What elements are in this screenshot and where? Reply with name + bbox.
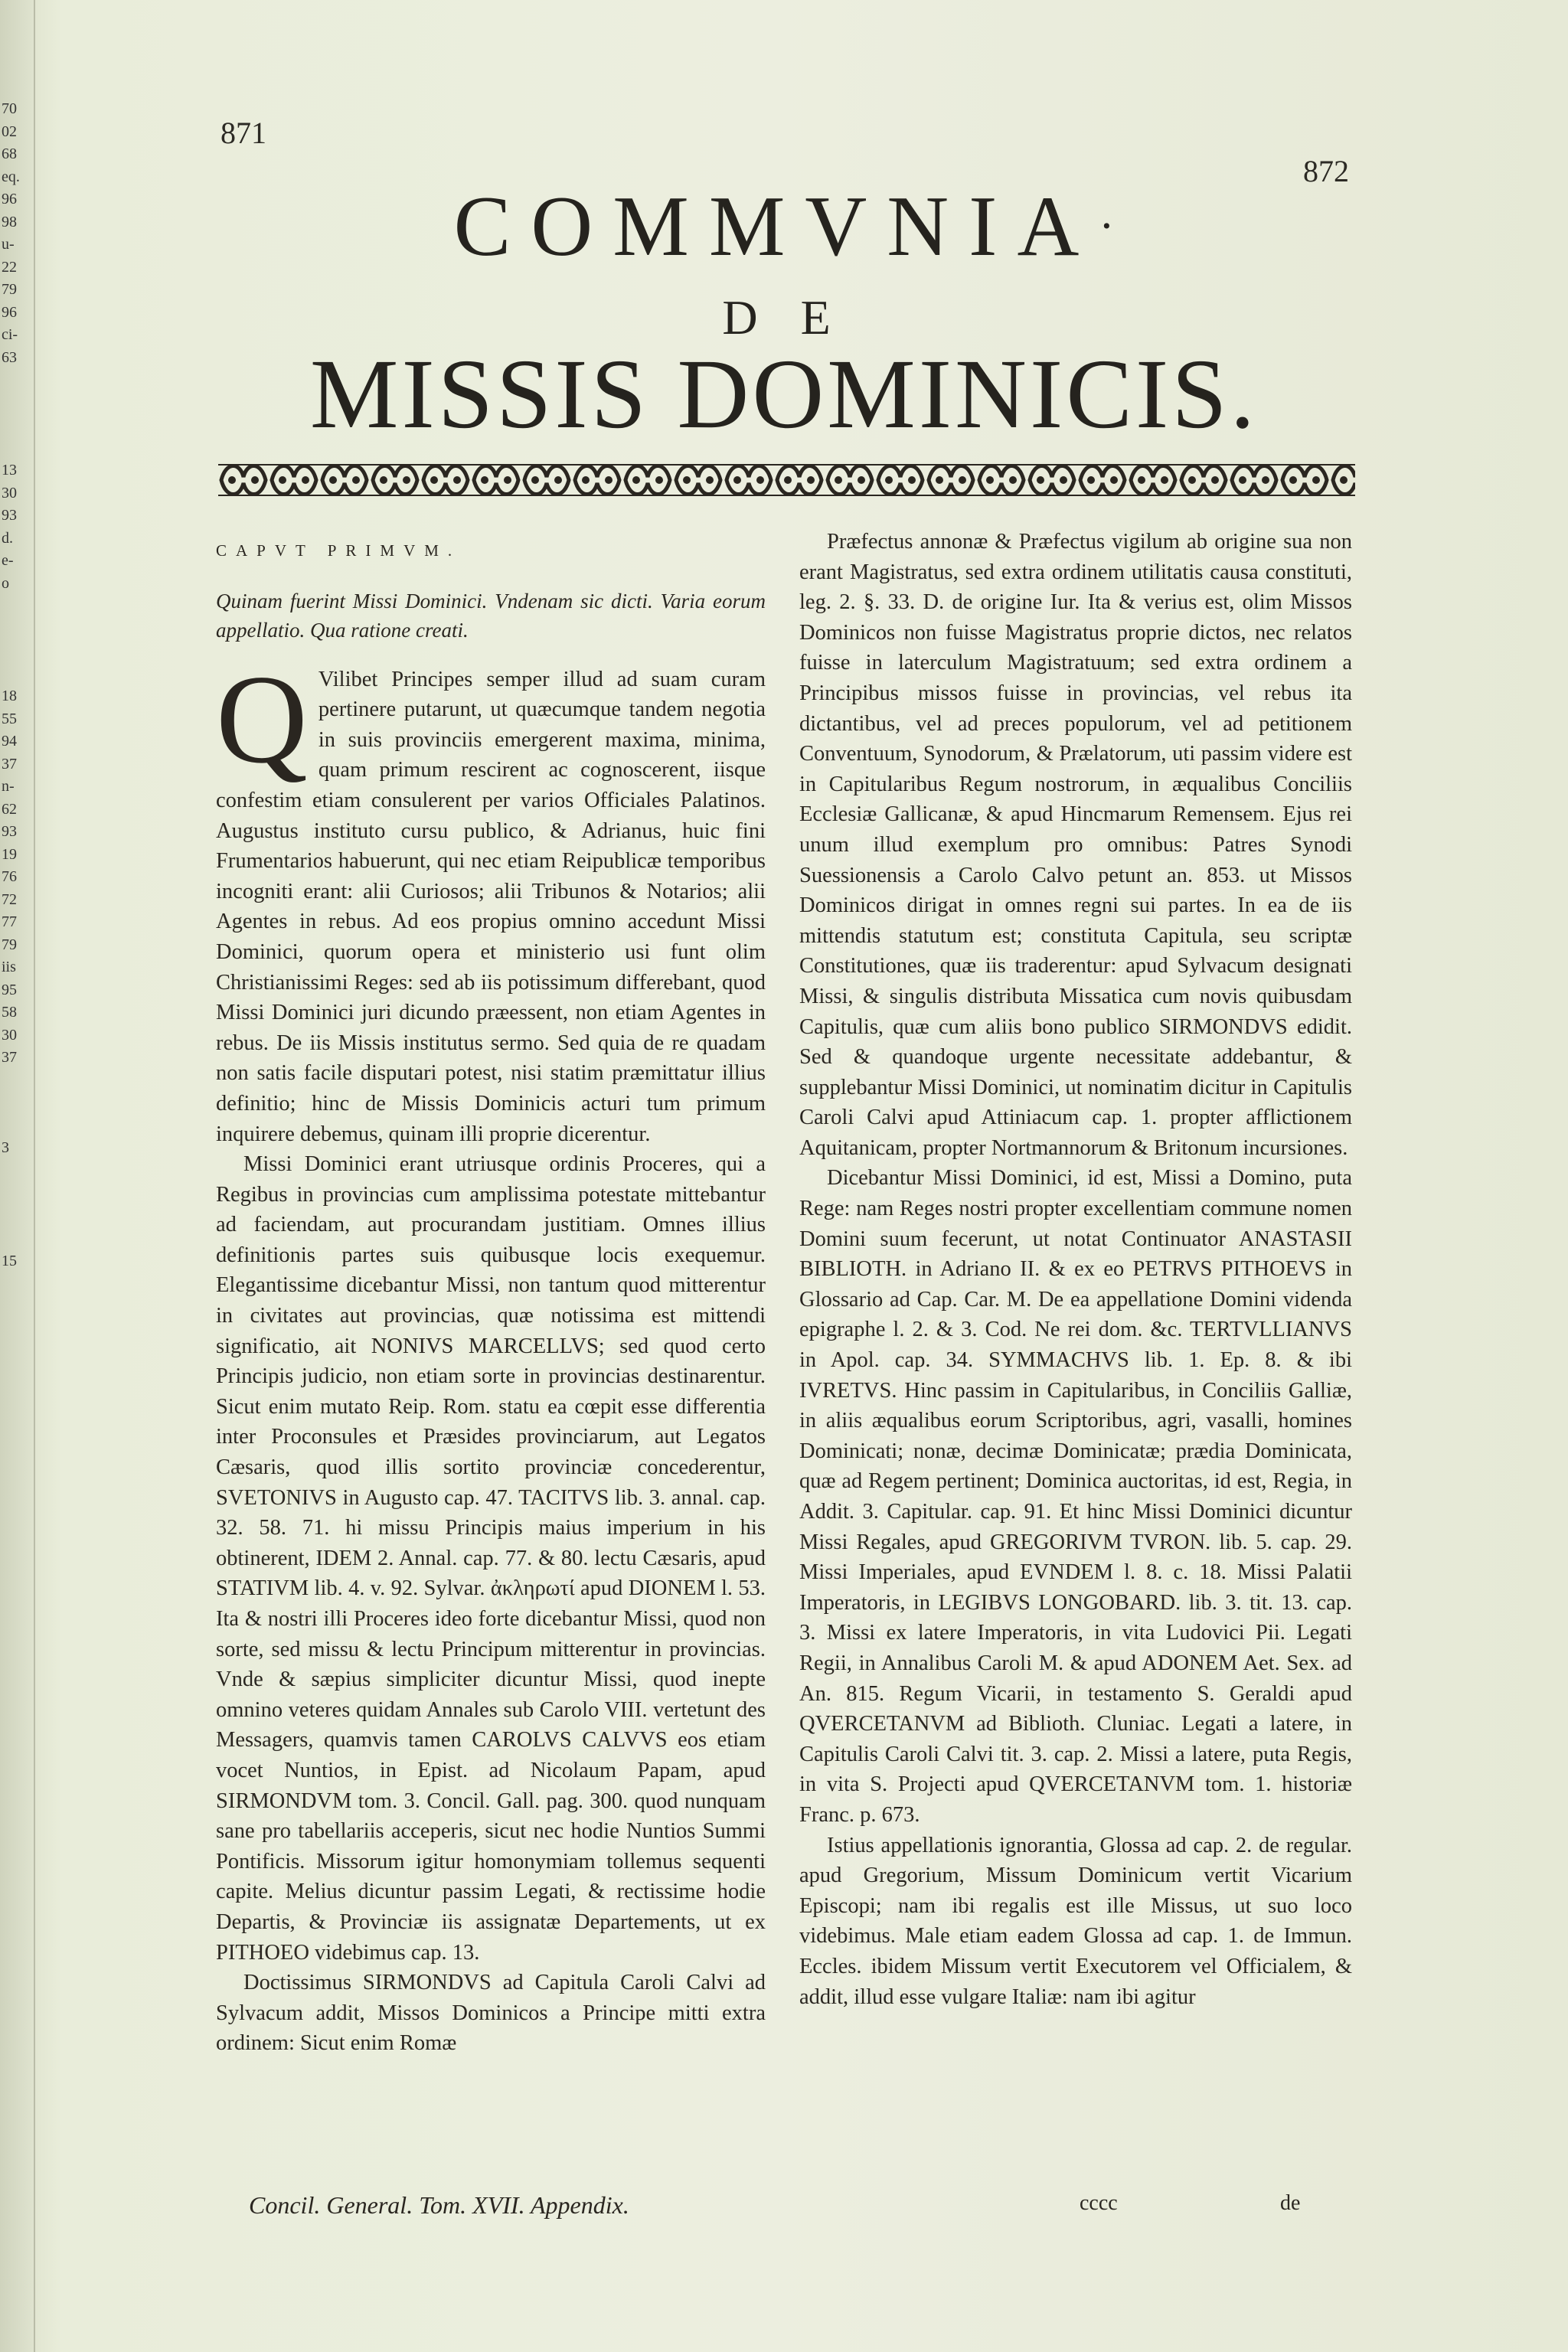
- drop-cap: Q: [216, 648, 308, 789]
- margin-fragment: 3: [2, 1139, 9, 1156]
- right-column: [799, 527, 1352, 2012]
- paragraph-2: Missi Dominici erant utriusque ordinis Proceres, qui a Regibus in provincias cum amplissima potestate mittebantur ad faciendam, aut procurandam justitiam. Omnes illius definitionis partes suis quibusque locis exequemur. Elegantissime dicebantur Missi, non tantum quod mitterentur in civitates aut provincias, quæ notissima est mittendi significatio, ait NONIVS MARCELLVS; sed quod certo Principis judicio, non etiam sorte in provincias destinarentur. Sicut enim mutato Reip. Rom. statu ea cœpit esse differentia inter Proconsules et Præsides provinciarum, aut Legatos Cæsaris, quod illis sortito provinciæ concederentur, SVETONIVS in Augusto cap. 47. TACITVS lib. 3. annal. cap. 32. 58. 71. hi missu Principis maius imperium in his obtinerent, IDEM 2. Annal. cap. 77. & 80. lectu Cæsaris, apud STATIVM lib. 4. v. 92. Sylvar. ἀκληρωτί apud DIONEM l. 53. Ita & nostri illi Proceres ideo forte dicebantur Missi, quod non sorte, sed missu & lectu Principum mitterentur in provincias. Vnde & sæpius simpliciter dicuntur Missi, quod inepte omnino veteres quidam Annales sub Carolo VIII. vertetunt des Messagers, quamvis tamen CAROLVS CALVVS eos etiam vocet Nuntios, in Epist. ad Nicolaum Papam, apud SIRMONDVM tom. 3. Concil. Gall. pag. 300. quod nunquam sane pro tabellariis acceperis, sicut nec hodie Nuntios Summi Pontificis. Missorum igitur homonymiam tollemus sequenti capite. Melius dicuntur passim Legati, & rectissime hodie Departis, & Provinciæ iis assignatæ Departements, ut ex PITHOEO videbimus cap. 13.: [216, 1152, 766, 1965]
- right-paragraph-1: Præfectus annonæ & Præfectus vigilum ab origine sua non erant Magistratus, sed extra ordinem utilitatis causa constituti, leg. 2. §. 33. D. de origine Iur. Ita & verius est, olim Missos Dominicos non fuisse Magistratus proprie dictos, nec relatos fuisse in laterculum Magistratuum; sed extra ordinem a Principibus missos fuisse in provincias, vel rebus ita dictantibus, vel ad preces populorum, vel ad petitionem Conventuum, Synodorum, & Prælatorum, uti passim videre est in Capitularibus Regum nostrorum, in æqualibus Conciliis Ecclesiæ Gallicanæ, & apud Hincmarum Remensem. Ejus rei unum illud exemplum pro omnibus: Patres Synodi Suessionensis a Carolo Calvo petunt an. 853. ut Missos Dominicos dirigat in omnes regni sui partes. In ea de iis mittendis statutum est; constituta Capitula, seu scriptæ Constitutiones, quæ iis traderentur: apud Sylvacum designati Missi, & singulis distributa Missatica cum novis quibusdam Capitulis, quæ cum aliis bono publico SIRMONDVS edidit. Sed & quandoque urgente necessitate addebantur, & supplebantur Missi Dominici, ut nominatim dicitur in Capitulis Caroli Calvi apud Attiniacum cap. 1. propter afflictionem Aquitanicam, propter Nortmannorum & Britonum incursiones.: [799, 530, 1352, 1160]
- margin-fragment: 30: [2, 1026, 17, 1044]
- margin-fragment: 94: [2, 733, 17, 750]
- margin-fragment: 63: [2, 348, 17, 366]
- title-line-1: [0, 178, 1568, 276]
- margin-fragment: 96: [2, 191, 17, 207]
- margin-fragment: e-: [2, 552, 14, 569]
- left-column: [216, 536, 766, 2059]
- margin-fragment: eq.: [2, 168, 20, 185]
- margin-fragment: u-: [2, 236, 15, 253]
- margin-fragment: o: [2, 574, 9, 592]
- chapter-heading: CAPVT PRIMVM.: [216, 541, 462, 560]
- margin-fragment: 70: [2, 100, 17, 117]
- signature-mark: cccc: [1080, 2191, 1118, 2215]
- margin-fragment: 55: [2, 710, 17, 727]
- margin-fragment: 18: [2, 688, 17, 704]
- margin-fragment: 72: [2, 890, 17, 908]
- right-paragraph-2: Dicebantur Missi Dominici, id est, Missi a Domino, puta Rege: nam Reges nostri propter excellentiam commune nomen Domini suum fecerunt, ut notat Continuator ANASTASII BIBLIOTH. in Adriano II. & ex eo PETRVS PITHOEVS in Glossario ad Cap. Car. M. De ea appellatione Domini videnda epigraphe l. 2. & 3. Cod. Ne rei dom. &c. TERTVLLIANVS in Apol. cap. 34. SYMMACHVS lib. 1. Ep. 8. & ibi IVRETVS. Hinc passim in Capitularibus, in Conciliis Galliæ, in aliis æqualibus eorum Scriptoribus, agri, vasalli, homines Dominicati; nonæ, decimæ Dominicatæ; prædia Dominicata, quæ ad Regem pertinent; Dominica auctoritas, id est, Regia, in Addit. 3. Capitular. cap. 91. Et hinc Missi Dominici dicuntur Missi Regales, apud GREGORIVM TVRON. lib. 5. cap. 29. Missi Imperiales, apud EVNDEM l. 8. c. 18. Missi Palatii Imperatoris, in LEGIBVS LONGOBARD. lib. 3. tit. 13. cap. 3. Missi ex latere Imperatoris, in vita Ludovici Pii. Legati Regii, in Annalibus Caroli M. & apud ADONEM Aet. Sex. ad An. 815. Regum Vicarii, in testamento S. Geraldi apud QVERCETANVM ad Biblioth. Cluniac. Legati a latere, in Capitulis Caroli Calvi tit. 3. cap. 2. Missi a latere, puta Regis, in vita S. Projecti apud QVERCETANVM tom. 1. historiæ Franc. p. 673.: [799, 1166, 1352, 1827]
- title-dot: ·: [1099, 201, 1115, 251]
- margin-fragment: 13: [2, 462, 17, 479]
- margin-fragment: 79: [2, 281, 17, 298]
- margin-fragment: ci-: [2, 326, 18, 343]
- footer-text: Concil. General. Tom. XVII. Appendix.: [249, 2191, 629, 2219]
- footer-volume-line: [249, 2191, 629, 2220]
- margin-fragment: 30: [2, 484, 17, 501]
- paragraph-1: [216, 648, 766, 1150]
- margin-fragment: 77: [2, 913, 17, 930]
- margin-fragment: 96: [2, 303, 17, 321]
- page-number-left: 871: [220, 116, 266, 150]
- margin-fragment: iis: [2, 959, 16, 975]
- page-number-right: 872: [1303, 154, 1349, 188]
- margin-fragment: 19: [2, 845, 17, 863]
- margin-fragment: 93: [2, 507, 17, 524]
- margin-fragment: 62: [2, 800, 17, 818]
- title-line-2: D E: [722, 290, 846, 345]
- margin-fragment: 37: [2, 1049, 17, 1066]
- chapter-summary: Quinam fuerint Missi Dominici. Vndenam sic dicti. Varia eorum appellatio. Qua ratione creati.: [216, 589, 766, 642]
- ornamental-border: [218, 456, 1355, 505]
- margin-fragment: d.: [2, 529, 13, 547]
- catchword: de: [1280, 2191, 1301, 2215]
- margin-fragment: 98: [2, 213, 17, 230]
- right-paragraph-3: Istius appellationis ignorantia, Glossa ad cap. 2. de regular. apud Gregorium, Missum Dominicum vertit Vicarium Episcopi; nam ibi regalis est ille Missus, ut suo loco videbimus. Male etiam eadem Glossa ad cap. 1. de Immun. Eccles. ibidem Missum vertit Executorem vel Officialem, & addit, illud esse vulgare Italiæ: nam ibi agitur: [799, 1833, 1352, 2009]
- margin-fragment: 22: [2, 258, 17, 276]
- margin-fragment: 68: [2, 145, 17, 162]
- title-line-3: MISSIS DOMINICIS.: [309, 339, 1259, 449]
- paragraph-1-text: Vilibet Principes semper illud ad suam curam pertinere putarunt, ut quæcumque tandem negotia in suis provinciis emergerent maxima, minima, quam primum rescirent ac cognoscerent, iisque confestim etiam consulerent per varios Officiales Palatinos. Augustus instituto cursu publico, & Adrianus, huic fini Frumentarios habuerunt, qui nec etiam Reipublicæ temporibus incogniti erant: alii Curiosos; alii Tribunos & Notarios; alii Agentes in rebus. Ad eos propius omnino accedunt Missi Dominici, quorum opera et ministerio usi funt olim Christianissimi Reges: sed ab iis potissimum differebant, quod Missi Dominici juri dicundo præessent, non etiam Agentes in rebus. De iis Missis institutus sermo. Sed quia de re quadam non satis facile disputari potest, nisi statim præmittatur illius definitio; hinc de Missis Dominicis acturi tum primum inquirere debemus, quinam illi proprie dicerentur.: [216, 667, 766, 1146]
- paragraph-3: Doctissimus SIRMONDVS ad Capitula Caroli Calvi ad Sylvacum addit, Missos Dominicos a Principe mitti extra ordinem: Sicut enim Romæ: [216, 1971, 766, 2056]
- margin-fragment: 02: [2, 122, 17, 140]
- margin-fragment: 58: [2, 1004, 17, 1021]
- margin-fragment: n-: [2, 778, 15, 795]
- margin-fragment: 79: [2, 936, 17, 953]
- title-word-communia: COMMVNIA: [453, 179, 1099, 274]
- margin-fragment: 37: [2, 755, 17, 773]
- margin-fragment: 93: [2, 823, 17, 840]
- margin-fragment: 15: [2, 1252, 17, 1269]
- margin-fragment: 95: [2, 981, 17, 998]
- margin-fragment: 76: [2, 868, 17, 885]
